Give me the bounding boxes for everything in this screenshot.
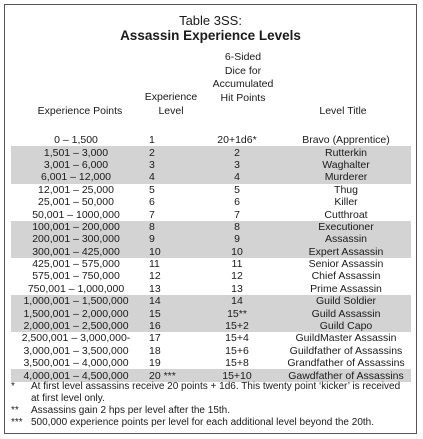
xp-cell: 2,000,001 – 2,500,000 bbox=[11, 320, 141, 332]
table-subtitle: Assassin Experience Levels bbox=[120, 28, 301, 43]
header-level-title bbox=[275, 105, 411, 119]
xp-cell: 2,500,001 – 3,000,000- bbox=[21, 332, 131, 345]
table-row bbox=[11, 171, 411, 183]
level-title-cell: Murderer bbox=[281, 171, 411, 183]
level-title-cell: Grandfather of Assassins bbox=[287, 357, 405, 370]
table-row bbox=[11, 146, 411, 158]
xp-cell: 25,001 – 50,000 bbox=[38, 196, 114, 209]
table-row bbox=[11, 233, 411, 245]
header-level bbox=[139, 91, 203, 118]
hit-points-cell: 3 bbox=[193, 159, 281, 171]
level-cell: 8 bbox=[141, 221, 193, 233]
hit-points-cell: 11 bbox=[231, 258, 243, 271]
footnote-text: Assassins gain 2 hps per level after the 15th. bbox=[31, 405, 231, 416]
level-title-cell: Bravo (Apprentice) bbox=[302, 134, 390, 147]
table-row bbox=[11, 134, 411, 146]
xp-cell: 12,001 – 25,000 bbox=[38, 183, 114, 196]
hit-points-cell: 15** bbox=[193, 307, 281, 319]
table-row bbox=[11, 357, 411, 369]
hit-points-cell: 9 bbox=[193, 233, 281, 245]
hit-points-cell: 4 bbox=[193, 171, 281, 183]
footnote-mark: ** bbox=[11, 405, 19, 416]
hit-points-cell: 15+8 bbox=[225, 357, 249, 370]
footnotes bbox=[11, 381, 409, 429]
xp-cell: 575,001 – 750,000 bbox=[32, 270, 120, 283]
xp-cell: 3,000,001 – 3,500,000 bbox=[23, 344, 129, 357]
level-cell: 9 bbox=[141, 233, 193, 245]
table-row bbox=[11, 270, 411, 282]
hit-points-cell: 15+6 bbox=[225, 344, 249, 357]
level-title-cell: Waghalter bbox=[281, 159, 411, 171]
level-title-cell: Cutthroat bbox=[324, 208, 368, 221]
level-title-cell: Senior Assassin bbox=[308, 258, 384, 271]
level-cell: 7 bbox=[149, 208, 155, 221]
level-title-cell: Expert Assassin bbox=[281, 246, 411, 258]
level-title-cell: Assassin bbox=[281, 233, 411, 245]
level-cell: 19 bbox=[149, 357, 161, 370]
table-frame bbox=[4, 4, 417, 434]
hit-points-cell: 8 bbox=[193, 221, 281, 233]
xp-cell: 0 – 1,500 bbox=[54, 134, 98, 147]
experience-table-body bbox=[11, 134, 411, 382]
xp-cell: 200,001 – 300,000 bbox=[11, 233, 141, 245]
table-row bbox=[11, 332, 411, 344]
level-title-cell: Guild Soldier bbox=[281, 295, 411, 307]
table-row bbox=[11, 320, 411, 332]
level-cell: 15 bbox=[141, 307, 193, 319]
level-cell: 11 bbox=[149, 258, 160, 271]
header-level-title-label: Level Title bbox=[319, 105, 367, 117]
hit-points-cell: 15+4 bbox=[225, 332, 249, 345]
xp-cell: 1,500,001 – 2,000,000 bbox=[11, 307, 141, 319]
footnote bbox=[11, 405, 409, 417]
level-cell: 14 bbox=[141, 295, 193, 307]
table-row bbox=[11, 307, 411, 319]
hit-points-cell: 14 bbox=[193, 295, 281, 307]
level-cell: 17 bbox=[149, 332, 161, 345]
level-title-cell: Killer bbox=[334, 196, 358, 209]
level-cell: 18 bbox=[149, 344, 161, 357]
experience-table bbox=[11, 134, 411, 382]
level-title-cell: Chief Assassin bbox=[311, 270, 381, 283]
xp-cell: 425,001 – 575,000 bbox=[32, 258, 120, 271]
level-title-cell: GuildMaster Assassin bbox=[295, 332, 397, 345]
xp-cell: 4,000,001 – 4,500,000 bbox=[11, 369, 141, 381]
footnote-text: 500,000 experience points per level for each additional level beyond the 20th. bbox=[31, 417, 375, 428]
table-row bbox=[11, 283, 411, 295]
hit-points-cell: 15+10 bbox=[193, 369, 281, 381]
table-row bbox=[11, 345, 411, 357]
footnote-text: At first level assassins receive 20 points + 1d6. This twenty point ‘kicker’ is received at first level only. bbox=[31, 381, 401, 404]
level-title-cell: Guild Assassin bbox=[281, 307, 411, 319]
footnote-mark: *** bbox=[11, 417, 23, 428]
xp-cell: 3,001 – 6,000 bbox=[11, 159, 141, 171]
header-experience-points bbox=[15, 105, 145, 119]
hit-points-cell: 5 bbox=[234, 183, 240, 196]
table-row bbox=[11, 208, 411, 220]
header-hit-points-line: Hit Points bbox=[220, 91, 266, 104]
level-cell: 6 bbox=[149, 196, 155, 209]
table-row bbox=[11, 184, 411, 196]
table-row bbox=[11, 196, 411, 208]
hit-points-cell: 6 bbox=[234, 196, 240, 209]
header-hit-points bbox=[195, 51, 291, 105]
table-row bbox=[11, 246, 411, 258]
level-title-cell: Prime Assassin bbox=[310, 282, 382, 295]
level-title-cell: Guildfather of Assassins bbox=[289, 344, 403, 357]
footnote bbox=[11, 417, 409, 429]
level-cell: 4 bbox=[141, 171, 193, 183]
xp-cell: 50,001 – 1000,000 bbox=[32, 208, 120, 221]
level-cell: 20 *** bbox=[141, 369, 193, 381]
xp-cell: 300,001 – 425,000 bbox=[11, 246, 141, 258]
xp-cell: 100,001 – 200,000 bbox=[11, 221, 141, 233]
hit-points-cell: 2 bbox=[193, 146, 281, 158]
header-experience-points-label: Experience Points bbox=[37, 105, 123, 117]
level-cell: 12 bbox=[149, 270, 161, 283]
header-hit-points-line: Accumulated bbox=[212, 78, 274, 90]
level-cell: 13 bbox=[149, 282, 161, 295]
hit-points-cell: 13 bbox=[231, 282, 243, 295]
table-row bbox=[11, 159, 411, 171]
table-row bbox=[11, 369, 411, 381]
hit-points-cell: 10 bbox=[193, 246, 281, 258]
level-cell: 5 bbox=[149, 183, 155, 196]
level-cell: 16 bbox=[141, 320, 193, 332]
xp-cell: 1,501 – 3,000 bbox=[11, 146, 141, 158]
xp-cell: 3,500,001 – 4,000,000 bbox=[23, 357, 129, 370]
level-title-cell: Guild Capo bbox=[281, 320, 411, 332]
hit-points-cell: 20+1d6* bbox=[217, 134, 257, 147]
header-hit-points-line: 6-Sided bbox=[224, 51, 262, 63]
level-title-cell: Rutterkin bbox=[281, 146, 411, 158]
level-cell: 10 bbox=[141, 246, 193, 258]
footnote bbox=[11, 381, 409, 405]
header-level-line: Experience bbox=[144, 91, 198, 103]
footnote-mark: * bbox=[11, 381, 15, 392]
table-row bbox=[11, 295, 411, 307]
hit-points-cell: 12 bbox=[231, 270, 243, 283]
header-level-line: Level bbox=[158, 104, 184, 117]
level-title-cell: Executioner bbox=[281, 221, 411, 233]
level-cell: 2 bbox=[141, 146, 193, 158]
xp-cell: 750,001 – 1,000,000 bbox=[27, 282, 125, 295]
header-hit-points-line: Dice for bbox=[224, 64, 262, 77]
table-row bbox=[11, 258, 411, 270]
level-title-cell: Gawdfather of Assassins bbox=[281, 369, 411, 381]
level-cell: 3 bbox=[141, 159, 193, 171]
xp-cell: 1,000,001 – 1,500,000 bbox=[11, 295, 141, 307]
xp-cell: 6,001 – 12,000 bbox=[11, 171, 141, 183]
table-title: Table 3SS: bbox=[179, 13, 242, 28]
level-title-cell: Thug bbox=[334, 183, 358, 196]
table-row bbox=[11, 221, 411, 233]
hit-points-cell: 15+2 bbox=[193, 320, 281, 332]
level-cell: 1 bbox=[149, 134, 155, 147]
hit-points-cell: 7 bbox=[234, 208, 240, 221]
